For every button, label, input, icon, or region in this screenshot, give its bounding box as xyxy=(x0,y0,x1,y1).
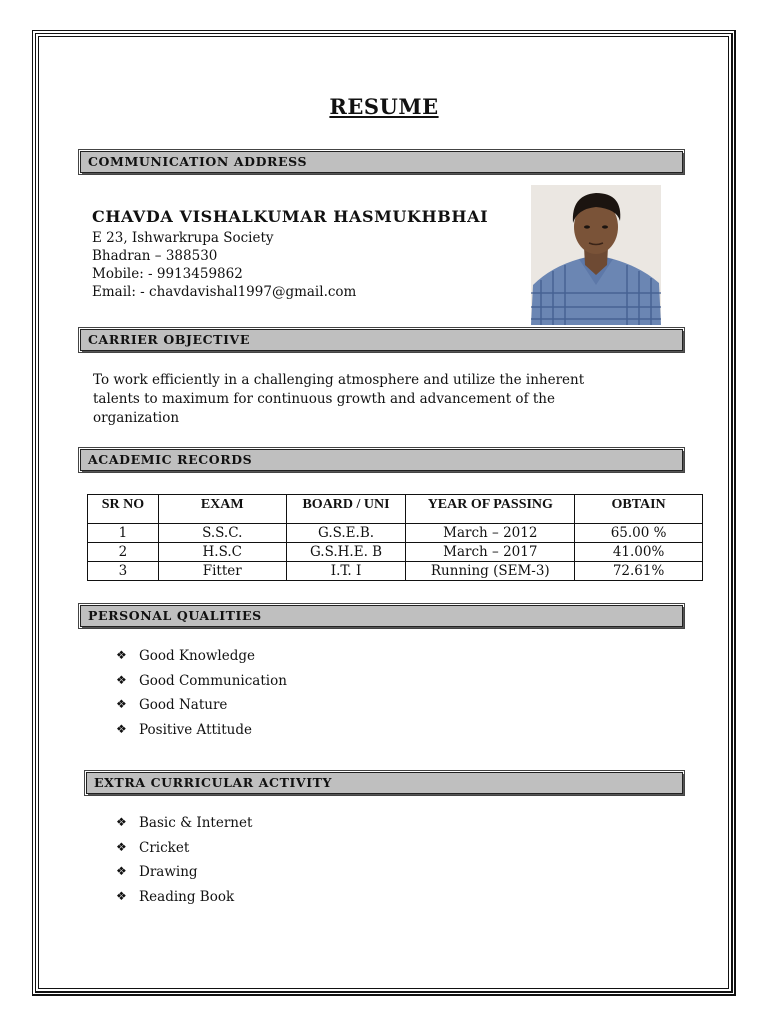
table-cell: 3 xyxy=(88,562,159,581)
list-item-label: Good Nature xyxy=(139,697,228,714)
diamond-bullet-icon: ❖ xyxy=(116,839,127,854)
table-cell: H.S.C xyxy=(158,543,286,562)
academic-records-table xyxy=(87,494,703,581)
table-cell: Running (SEM-3) xyxy=(406,562,575,581)
profile-photo xyxy=(531,185,661,325)
table-cell: I.T. I xyxy=(286,562,406,581)
table-cell: 1 xyxy=(88,524,159,543)
column-header: SR NO xyxy=(88,495,159,524)
table-cell: March – 2012 xyxy=(406,524,575,543)
personal-qualities-list xyxy=(116,648,287,746)
column-header: BOARD / UNI xyxy=(286,495,406,524)
column-header: EXAM xyxy=(158,495,286,524)
table-cell: 2 xyxy=(88,543,159,562)
diamond-bullet-icon: ❖ xyxy=(116,672,127,687)
candidate-name: CHAVDA VISHALKUMAR HASMUKHBHAI xyxy=(92,207,489,226)
list-item-label: Reading Book xyxy=(139,888,235,905)
section-personal-qualities: PERSONAL QUALITIES xyxy=(80,605,683,627)
diamond-bullet-icon: ❖ xyxy=(116,888,127,903)
list-item xyxy=(116,840,252,865)
list-item-label: Cricket xyxy=(139,839,190,856)
section-carrier-objective: CARRIER OBJECTIVE xyxy=(80,329,683,351)
list-item-label: Basic & Internet xyxy=(139,815,253,831)
list-item xyxy=(116,648,287,673)
diamond-bullet-icon: ❖ xyxy=(116,864,127,879)
extra-curricular-list xyxy=(116,815,252,913)
list-item-label: Good Knowledge xyxy=(139,648,256,664)
column-header: OBTAIN xyxy=(575,495,703,524)
table-row xyxy=(88,543,703,562)
list-item xyxy=(116,697,287,722)
table-cell: March – 2017 xyxy=(406,543,575,562)
table-row xyxy=(88,562,703,581)
list-item xyxy=(116,673,287,698)
mobile-line: Mobile: - 9913459862 xyxy=(92,266,243,282)
list-item xyxy=(116,815,252,840)
table-cell: Fitter xyxy=(158,562,286,581)
table-header-row xyxy=(88,495,703,524)
address-line: E 23, Ishwarkrupa Society xyxy=(92,230,274,246)
diamond-bullet-icon: ❖ xyxy=(116,648,127,662)
address-line: Bhadran – 388530 xyxy=(92,248,218,264)
list-item-label: Positive Attitude xyxy=(139,721,252,738)
objective-text: To work efficiently in a challenging atmosphere and utilize the inherent talents to maximum for continuous growth and advancement of the organization xyxy=(93,372,585,426)
table-row xyxy=(88,524,703,543)
table-cell: S.S.C. xyxy=(158,524,286,543)
list-item xyxy=(116,864,252,889)
table-cell: 41.00% xyxy=(575,543,703,562)
diamond-bullet-icon: ❖ xyxy=(116,815,127,829)
list-item xyxy=(116,722,287,747)
email-line: Email: - chavdavishal1997@gmail.com xyxy=(92,284,357,300)
list-item xyxy=(116,889,252,914)
section-extra-curricular: EXTRA CURRICULAR ACTIVITY xyxy=(86,772,683,794)
section-communication-address: COMMUNICATION ADDRESS xyxy=(80,151,683,173)
list-item-label: Drawing xyxy=(139,864,198,881)
diamond-bullet-icon: ❖ xyxy=(116,721,127,736)
column-header: YEAR OF PASSING xyxy=(406,495,575,524)
table-cell: G.S.H.E. B xyxy=(286,543,406,562)
diamond-bullet-icon: ❖ xyxy=(116,697,127,712)
table-cell: 72.61% xyxy=(575,562,703,581)
table-cell: G.S.E.B. xyxy=(286,524,406,543)
table-cell: 65.00 % xyxy=(575,524,703,543)
resume-title: RESUME xyxy=(329,94,439,119)
section-academic-records: ACADEMIC RECORDS xyxy=(80,449,683,471)
list-item-label: Good Communication xyxy=(139,672,287,689)
